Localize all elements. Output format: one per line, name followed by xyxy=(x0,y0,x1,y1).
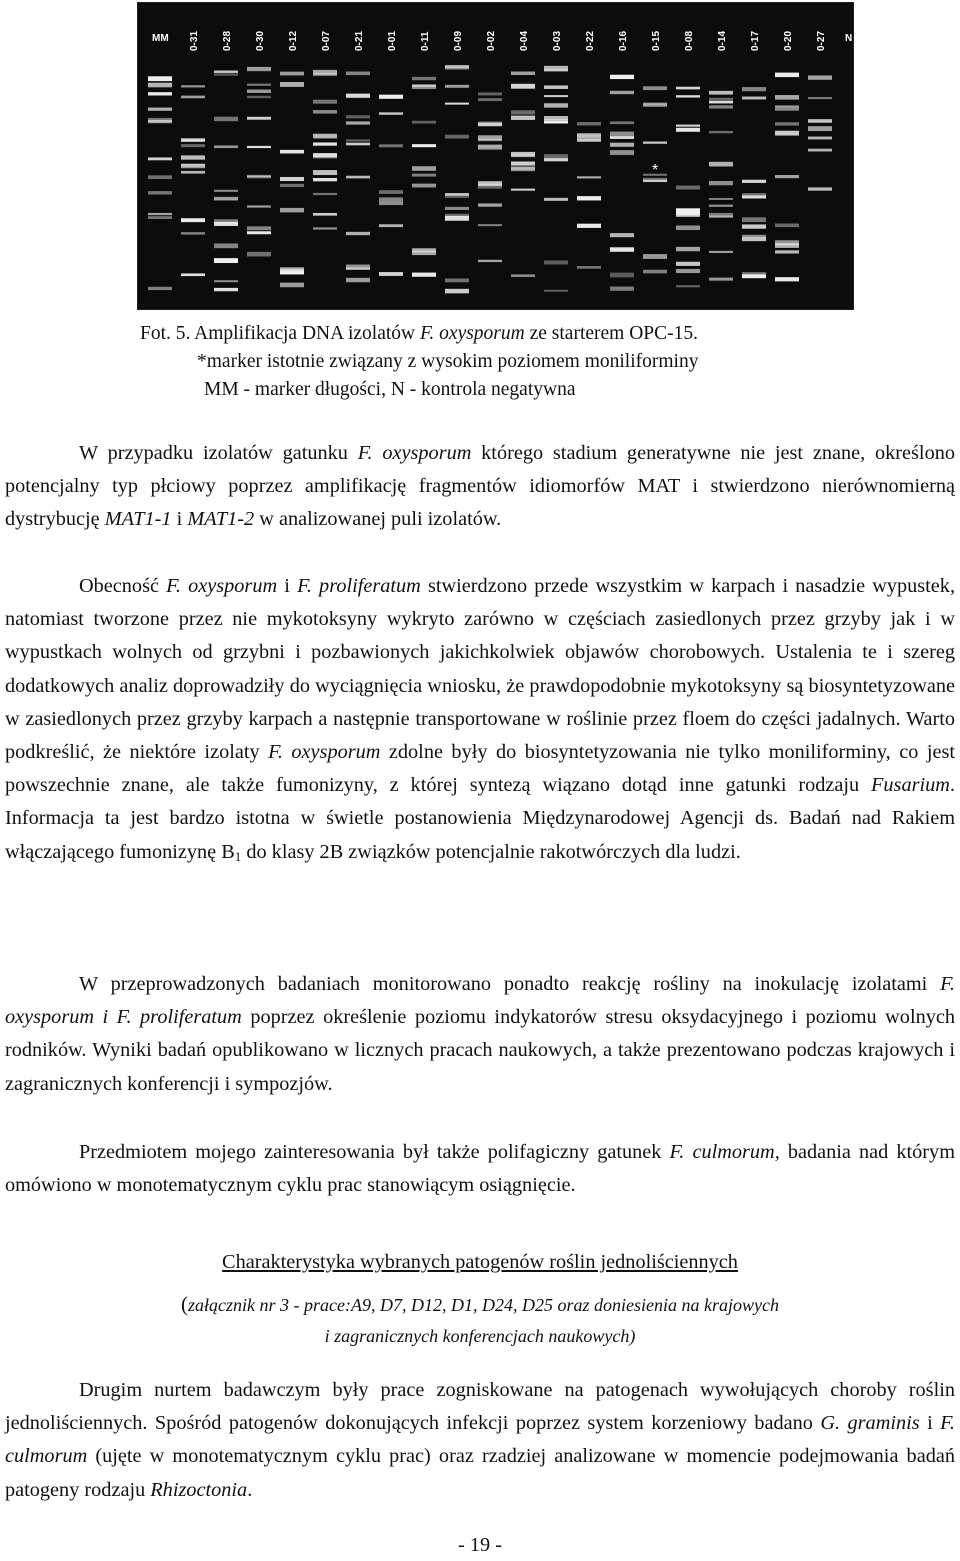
gel-band xyxy=(709,198,733,200)
gel-band xyxy=(214,197,238,200)
gel-band xyxy=(181,273,205,276)
caption-line-3: MM - marker długości, N - kontrola negatywna xyxy=(204,379,576,400)
lane-label: 0-22 xyxy=(585,30,596,51)
lane-label: 0-02 xyxy=(486,30,497,51)
gel-band xyxy=(478,122,502,126)
gel-band xyxy=(709,98,733,103)
gel-band xyxy=(742,274,766,278)
lane-label: 0-12 xyxy=(288,30,299,51)
gel-band xyxy=(709,105,733,108)
gel-band xyxy=(148,108,172,111)
gel-band xyxy=(313,110,337,114)
lane-label: 0-21 xyxy=(354,30,365,51)
gel-band xyxy=(511,110,535,114)
gel-band xyxy=(379,224,403,227)
gel-band xyxy=(445,193,469,198)
gel-band xyxy=(544,103,568,107)
lane-label: 0-14 xyxy=(717,30,728,51)
gel-band xyxy=(313,170,337,175)
gel-band xyxy=(412,77,436,80)
gel-band xyxy=(280,150,304,154)
gel-band xyxy=(577,196,601,200)
gel-band xyxy=(412,166,436,171)
gel-band xyxy=(478,135,502,139)
gel-band xyxy=(148,76,172,81)
gel-band xyxy=(379,272,403,276)
gel-band xyxy=(610,143,634,147)
gel-band xyxy=(148,191,172,194)
gel-band xyxy=(610,273,634,278)
gel-band xyxy=(181,232,205,234)
gel-band xyxy=(247,84,271,86)
lane-label: 0-08 xyxy=(684,30,695,51)
gel-band xyxy=(511,116,535,120)
gel-band xyxy=(610,287,634,291)
gel-band xyxy=(412,84,436,89)
gel-band xyxy=(676,186,700,190)
gel-band xyxy=(478,92,502,95)
gel-band xyxy=(676,262,700,266)
gel-band xyxy=(346,143,370,146)
gel-band xyxy=(610,136,634,139)
gel-band xyxy=(412,121,436,124)
gel-band xyxy=(478,181,502,186)
gel-band xyxy=(511,84,535,89)
gel-band xyxy=(511,152,535,157)
gel-band xyxy=(313,154,337,158)
gel-band xyxy=(181,85,205,87)
gel-band xyxy=(346,139,370,141)
gel-band xyxy=(412,273,436,277)
gel-band xyxy=(808,75,832,79)
gel-image xyxy=(138,3,853,309)
gel-band xyxy=(247,146,271,148)
gel-band xyxy=(379,144,403,147)
gel-band xyxy=(709,205,733,207)
gel-band xyxy=(412,144,436,147)
gel-band xyxy=(346,72,370,76)
gel-band xyxy=(214,259,238,263)
gel-band xyxy=(280,283,304,288)
gel-band xyxy=(181,138,205,141)
gel-band xyxy=(346,232,370,235)
gel-band xyxy=(478,98,502,101)
gel-band xyxy=(478,145,502,149)
lane-label: 0-20 xyxy=(783,30,794,51)
gel-band xyxy=(445,66,469,70)
gel-band xyxy=(643,141,667,143)
gel-band xyxy=(643,270,667,274)
gel-band xyxy=(346,278,370,282)
gel-band xyxy=(379,197,403,202)
gel-band xyxy=(775,175,799,178)
gel-band xyxy=(445,278,469,282)
gel-band xyxy=(544,85,568,89)
gel-band xyxy=(313,100,337,104)
gel-band xyxy=(610,91,634,94)
gel-band xyxy=(148,213,172,215)
gel-band xyxy=(148,216,172,219)
gel-band xyxy=(577,133,601,138)
paragraph-monocot-pathogens: Drugim nurtem badawczym były prace zogniskowane na patogenach wywołujących choroby roślin jednoliściennych. Spośród patogenów dokonujących infekcji poprzez system korzeniowy badano G. graminis i F. culmorum (ujęte w monotematycznym cyklu prac) oraz rzadziej analizowane w momencie podejmowania badań patogeny rodzaju Rhizoctonia. xyxy=(5,1379,955,1501)
gel-band xyxy=(247,175,271,177)
gel-band xyxy=(577,138,601,142)
gel-band xyxy=(280,72,304,76)
gel-band xyxy=(412,174,436,177)
gel-band xyxy=(478,224,502,226)
gel-band xyxy=(544,116,568,120)
gel-band xyxy=(346,94,370,98)
gel-band xyxy=(577,224,601,226)
gel-band xyxy=(313,73,337,76)
lane-label: N xyxy=(845,33,853,44)
gel-band xyxy=(742,235,766,237)
gel-band xyxy=(742,272,766,275)
gel-band xyxy=(742,217,766,222)
gel-band xyxy=(676,269,700,273)
gel-band xyxy=(181,155,205,159)
gel-band xyxy=(709,91,733,95)
gel-band xyxy=(544,198,568,201)
gel-band xyxy=(808,119,832,123)
paragraph-oxidative-stress: W przeprowadzonych badaniach monitorowano ponadto reakcję rośliny na inokulację izolatami F. oxysporum i F. proliferatum poprzez określenie poziomu indykatorów stresu oksydacyjnego i poziomu wolnych rodników. Wyniki badań opublikowano w licznych pracach naukowych, a także prezentowano podczas krajowych i zagranicznych konferencji i sympozjów. xyxy=(5,973,955,1095)
gel-band xyxy=(676,128,700,132)
gel-band xyxy=(676,285,700,287)
gel-band xyxy=(379,112,403,114)
gel-band xyxy=(709,251,733,253)
gel-band xyxy=(610,233,634,237)
gel-band xyxy=(412,184,436,188)
gel-band xyxy=(313,227,337,229)
gel-band xyxy=(775,95,799,100)
lane-label: 0-11 xyxy=(420,31,431,51)
gel-band xyxy=(676,125,700,127)
paragraph-mycotoxins: Obecność F. oxysporum i F. proliferatum stwierdzono przede wszystkim w karpach i nasadzie wypustek, natomiast tworzone przez nie mykotoksyny wykryto zarówno w częściach zasiedlonych przez grzyby jak i w wypustkach wolnych od grzybni i pozbawionych jakichkolwiek objawów chorobowych. Ustalenia te i szereg dodatkowych analiz doprowadziły do wyciągnięcia wniosku, że prawdopodobnie mykotoksyny są biosyntetyzowane w zasiedlonych przez grzyby karpach a następnie transportowane w roślinie przez floem do części jadalnych. Warto podkreślić, że niektóre izolaty F. oxysporum zdolne były do biosyntetyzowania nie tylko moniliforminy, co jest powszechnie znane, ale także fumonizyny, z której syntezą wiązano dotąd inne gatunki rodzaju Fusarium. Informacja ta jest bardzo istotna w świetle postanowienia Międzynarodowej Agencji ds. Badań nad Rakiem włączającego fumonizynę $B_1$ do klasy 2B związków potencjalnie rakotwórczych dla ludzi. xyxy=(5,575,956,864)
gel-band xyxy=(313,213,337,216)
gel-band xyxy=(445,135,469,139)
gel-band xyxy=(742,237,766,241)
gel-band xyxy=(775,105,799,107)
gel-band xyxy=(676,213,700,217)
gel-band xyxy=(280,184,304,187)
gel-band xyxy=(577,122,601,125)
gel-band xyxy=(511,72,535,75)
lane-label: 0-30 xyxy=(255,30,266,51)
gel-band xyxy=(412,248,436,252)
gel-band xyxy=(544,260,568,264)
gel-band xyxy=(775,277,799,281)
paragraph-mat-idiomorphs: W przypadku izolatów gatunku F. oxysporum którego stadium generatywne nie jest znane, określono potencjalny typ płciowy poprzez amplifikację fragmentów idiomorfów MAT i stwierdzono nierównomierną dystrybucję MAT1-1 i MAT1-2 w analizowanej puli izolatów. xyxy=(5,442,955,531)
gel-band xyxy=(247,96,271,98)
lane-label: 0-01 xyxy=(387,30,398,51)
gel-band xyxy=(346,176,370,179)
gel-band xyxy=(346,121,370,124)
gel-band xyxy=(742,87,766,91)
gel-band xyxy=(379,202,403,205)
lane-label: 0-27 xyxy=(816,30,827,51)
gel-band xyxy=(214,73,238,75)
gel-band xyxy=(808,187,832,190)
gel-band xyxy=(379,95,403,99)
gel-band xyxy=(709,278,733,281)
gel-band xyxy=(313,134,337,139)
gel-band xyxy=(181,144,205,147)
gel-band xyxy=(709,131,733,133)
gel-band xyxy=(775,131,799,136)
lane-label: 0-31 xyxy=(189,30,200,51)
gel-band xyxy=(808,97,832,99)
caption-line-2: *marker istotnie związany z wysokim poziomem moniliforminy xyxy=(197,351,699,372)
gel-band xyxy=(181,171,205,174)
gel-band xyxy=(181,218,205,222)
gel-band xyxy=(775,73,799,77)
gel-band xyxy=(610,152,634,155)
lane-label: 0-07 xyxy=(321,30,332,51)
gel-band xyxy=(577,266,601,269)
gel-band xyxy=(808,126,832,131)
gel-band xyxy=(676,225,700,230)
gel-band xyxy=(214,222,238,226)
gel-band xyxy=(709,162,733,167)
gel-band xyxy=(445,85,469,88)
gel-band xyxy=(280,208,304,212)
gel-band xyxy=(676,247,700,251)
gel-band xyxy=(148,92,172,95)
gel-band xyxy=(247,67,271,71)
gel-band xyxy=(808,137,832,140)
gel-band xyxy=(511,274,535,277)
gel-band xyxy=(280,177,304,181)
lane-label: MM xyxy=(152,33,169,44)
gel-band xyxy=(445,207,469,210)
gel-band xyxy=(610,247,634,251)
gel-band xyxy=(247,205,271,207)
lane-label: 0-04 xyxy=(519,30,530,51)
gel-band xyxy=(511,166,535,170)
gel-band xyxy=(775,224,799,228)
gel-band xyxy=(511,189,535,191)
gel-band xyxy=(775,122,799,125)
gel-band xyxy=(214,70,238,72)
gel-band xyxy=(247,231,271,234)
annex-reference: (załącznik nr 3 - prace:A9, D7, D12, D1, D24, D25 oraz doniesienia na krajowych i zagranicznych konferencjach naukowych) xyxy=(181,1292,779,1346)
gel-band xyxy=(214,190,238,192)
gel-band xyxy=(610,75,634,79)
gel-band xyxy=(742,180,766,183)
gel-band xyxy=(643,254,667,259)
gel-band xyxy=(676,95,700,97)
gel-band xyxy=(445,103,469,105)
gel-band xyxy=(313,178,337,181)
gel-band xyxy=(313,142,337,145)
gel-band xyxy=(544,290,568,292)
gel-band xyxy=(610,150,634,152)
gel-band xyxy=(280,82,304,87)
gel-band xyxy=(280,271,304,275)
gel-band xyxy=(544,95,568,97)
gel-band xyxy=(214,243,238,248)
gel-band xyxy=(742,193,766,196)
figure-caption xyxy=(140,320,900,404)
gel-band xyxy=(247,90,271,93)
gel-band xyxy=(676,208,700,213)
gel-electrophoresis-photo xyxy=(137,2,854,310)
gel-band xyxy=(313,193,337,195)
gel-band xyxy=(478,260,502,262)
gel-band xyxy=(148,83,172,88)
lane-label: 0-28 xyxy=(222,30,233,51)
gel-band xyxy=(445,216,469,221)
gel-band xyxy=(643,86,667,90)
gel-band xyxy=(379,190,403,194)
significant-marker: * xyxy=(652,162,659,179)
gel-band xyxy=(346,265,370,270)
lane-label: 0-09 xyxy=(453,30,464,51)
gel-band xyxy=(709,181,733,185)
gel-band xyxy=(775,250,799,253)
gel-band xyxy=(676,87,700,90)
gel-band xyxy=(445,289,469,294)
section-heading: Charakterystyka wybranych patogenów roślin jednoliściennych xyxy=(222,1251,738,1273)
lane-label: 0-15 xyxy=(651,30,662,51)
gel-band xyxy=(181,164,205,167)
lane-label: 0-17 xyxy=(750,30,761,51)
gel-band xyxy=(148,175,172,179)
gel-band xyxy=(610,121,634,124)
gel-band xyxy=(643,105,667,107)
gel-band xyxy=(544,154,568,159)
gel-band xyxy=(808,149,832,152)
gel-band xyxy=(511,161,535,165)
gel-band xyxy=(478,203,502,206)
gel-band xyxy=(742,97,766,100)
gel-band xyxy=(247,226,271,230)
gel-band xyxy=(214,288,238,291)
gel-band xyxy=(544,69,568,72)
gel-band xyxy=(577,176,601,178)
gel-band xyxy=(247,117,271,120)
page-number: - 19 - xyxy=(458,1534,502,1556)
gel-band xyxy=(346,115,370,118)
gel-band xyxy=(775,243,799,245)
gel-band xyxy=(610,132,634,136)
lane-label: 0-16 xyxy=(618,30,629,51)
gel-band xyxy=(148,118,172,122)
gel-band xyxy=(214,280,238,282)
gel-band xyxy=(709,213,733,218)
lane-label: 0-03 xyxy=(552,30,563,51)
gel-band xyxy=(247,252,271,257)
gel-band xyxy=(742,224,766,228)
gel-band xyxy=(214,145,238,148)
gel-band xyxy=(214,117,238,121)
gel-band xyxy=(181,96,205,99)
gel-band xyxy=(148,287,172,290)
gel-band xyxy=(148,157,172,160)
caption-line-1: Fot. 5. Amplifikacja DNA izolatów F. oxysporum ze starterem OPC-15. xyxy=(140,323,699,344)
paragraph-culmorum: Przedmiotem mojego zainteresowania był także polifagiczny gatunek F. culmorum, badania nad którym omówiono w monotematycznym cyklu prac stanowiącym osiągnięcie. xyxy=(5,1141,955,1197)
